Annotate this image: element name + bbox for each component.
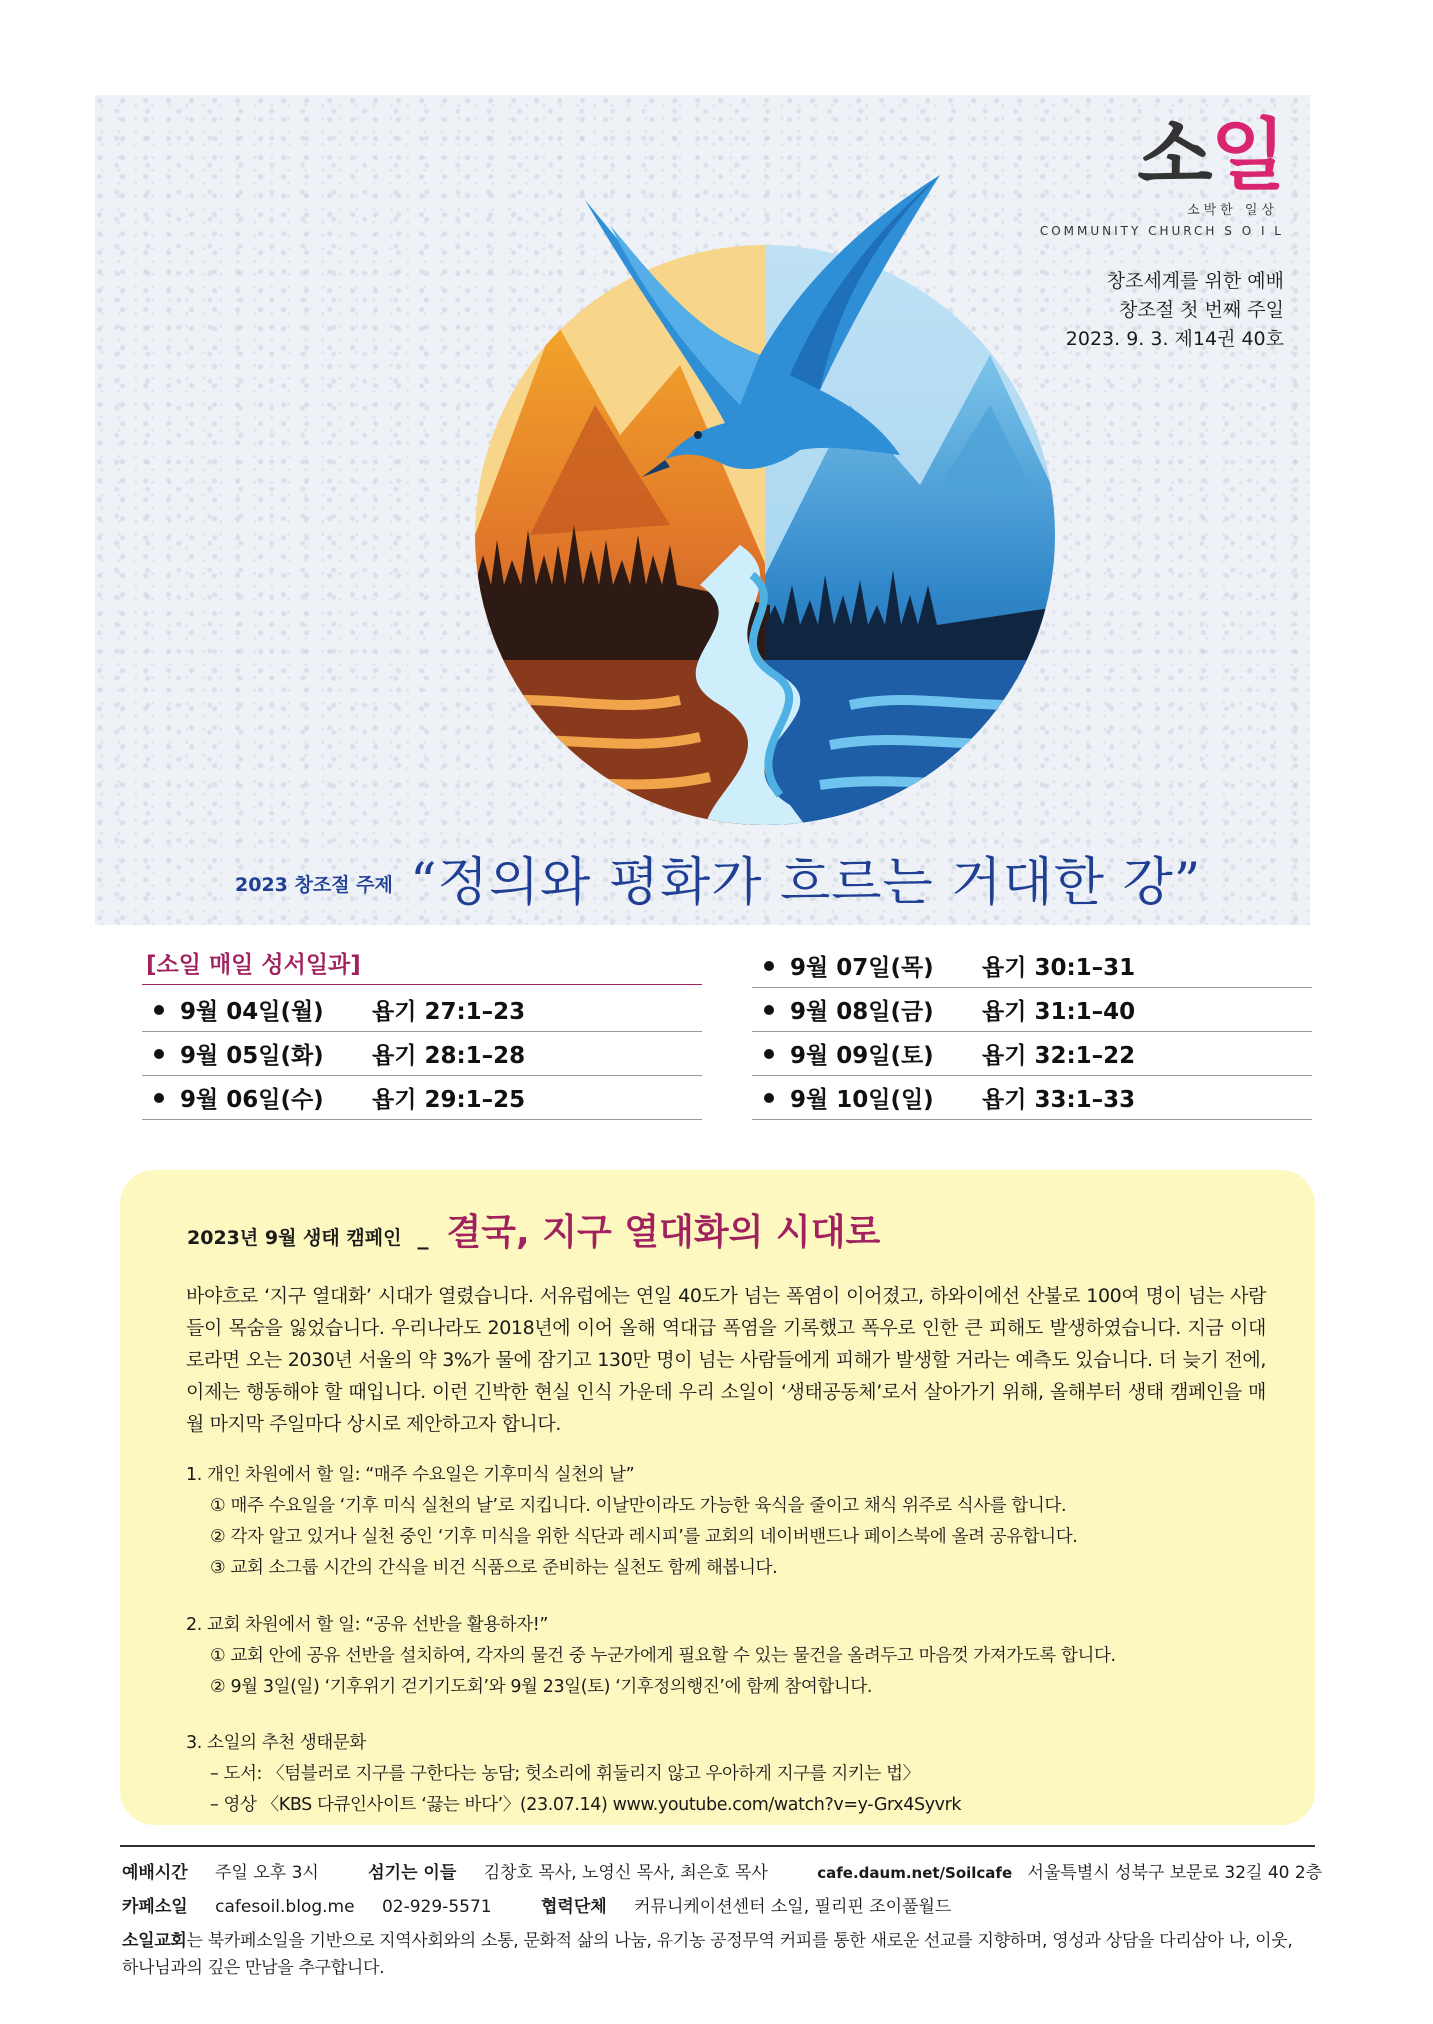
readings-title: [소일 매일 성서일과] bbox=[146, 952, 361, 978]
section-heading: 1. 개인 차원에서 할 일: “매주 수요일은 기후미식 실천의 날” bbox=[186, 1465, 635, 1485]
reading-date: 9월 09일(토) bbox=[790, 1043, 934, 1069]
campaign-subtitle: 2023년 9월 생태 캠페인 bbox=[187, 1227, 402, 1249]
header-banner bbox=[95, 95, 1310, 925]
issue-line: 창조절 첫 번째 주일 bbox=[1119, 299, 1284, 321]
ministers: 김창호 목사, 노영신 목사, 최은호 목사 bbox=[483, 1863, 768, 1883]
eco-campaign-box bbox=[120, 1170, 1315, 1825]
reading-row bbox=[752, 1076, 1312, 1120]
logo-subtitle: 소박한 일상 bbox=[1187, 203, 1278, 218]
reading-row bbox=[142, 1032, 702, 1076]
bullet-icon bbox=[764, 1093, 774, 1103]
campaign-header bbox=[187, 1204, 880, 1255]
address: 서울특별시 성북구 보문로 32길 40 2층 bbox=[1027, 1863, 1323, 1883]
worship-label: 예배시간 bbox=[122, 1863, 188, 1883]
reading-date: 9월 08일(금) bbox=[790, 999, 934, 1025]
campaign-intro: 바야흐로 ‘지구 열대화’ 시대가 열렸습니다. 서유럽에는 연일 40도가 넘는 폭염이 이어졌고, 하와이에선 산불로 100여 명이 넘는 사람들이 목숨을 잃었습니다. 우리나라도 2018년에 이어 올해 역대급 폭염을 기록했고 폭우로 인한 큰 피해도 발생하였습니다. 지금 이대로라면 오는 2030년 서울의 약 3%가 물에 잠기고 130만 명이 넘는 사람들에게 피해가 발생할 거라는 예측도 있습니다. 더 늦기 전에, 이제는 행동해야 할 때입니다. 이런 긴박한 현실 인식 가운데 우리 소일이 ‘생태공동체’로서 살아가기 위해, 올해부터 생태 캠페인을 매월 마지막 주일마다 상시로 제안하고자 합니다. bbox=[186, 1285, 1266, 1435]
reading-date: 9월 06일(수) bbox=[180, 1087, 324, 1113]
issue-info bbox=[1066, 267, 1284, 354]
campaign-section-personal bbox=[186, 1460, 1276, 1584]
logo-english: COMMUNITY CHURCH S O I L bbox=[1039, 224, 1284, 238]
reading-row bbox=[142, 988, 702, 1032]
reading-text: 욥기 33:1–33 bbox=[982, 1087, 1136, 1113]
theme-title: “정의와 평화가 흐르는 거대한 강” bbox=[410, 853, 1202, 913]
circle-landscape bbox=[470, 245, 1070, 825]
bullet-icon bbox=[154, 1093, 164, 1103]
issue-line: 2023. 9. 3. 제14권 40호 bbox=[1065, 328, 1284, 350]
footer-row-2 bbox=[122, 1892, 951, 1917]
section-item: – 영상 〈KBS 다큐인사이트 ‘끓는 바다’〉(23.07.14) www.youtube.com/watch?v=y-Grx4Syvrk bbox=[210, 1795, 962, 1815]
campaign-dash: _ bbox=[417, 1225, 429, 1250]
reading-row bbox=[752, 1032, 1312, 1076]
cafe-url: cafe.daum.net/Soilcafe bbox=[817, 1864, 1013, 1882]
reading-row bbox=[142, 1076, 702, 1120]
reading-text: 욥기 27:1–23 bbox=[372, 999, 526, 1025]
section-item: ① 교회 안에 공유 선반을 설치하여, 각자의 물건 중 누군가에게 필요할 수 있는 물건을 올려두고 마음껏 가져가도록 합니다. bbox=[210, 1646, 1116, 1666]
dove-river-illustration bbox=[380, 105, 1150, 825]
bullet-icon bbox=[764, 1049, 774, 1059]
readings-divider bbox=[142, 984, 702, 985]
cafe-label: 카페소일 bbox=[122, 1897, 188, 1917]
reading-date: 9월 05일(화) bbox=[180, 1043, 324, 1069]
partners: 커뮤니케이션센터 소일, 필리핀 조이풀월드 bbox=[634, 1897, 952, 1917]
ministers-label: 섬기는 이들 bbox=[368, 1863, 457, 1883]
about-name: 소일교회 bbox=[122, 1931, 187, 1951]
section-item: – 도서: 〈텀블러로 지구를 구한다는 농담; 헛소리에 휘둘리지 않고 우아하게 지구를 지키는 법〉 bbox=[210, 1764, 920, 1784]
church-about bbox=[122, 1928, 1312, 1982]
bullet-icon bbox=[154, 1005, 164, 1015]
reading-text: 욥기 29:1–25 bbox=[372, 1087, 526, 1113]
reading-date: 9월 10일(일) bbox=[790, 1087, 934, 1113]
campaign-title: 결국, 지구 열대화의 시대로 bbox=[446, 1212, 881, 1253]
reading-date: 9월 07일(목) bbox=[790, 955, 934, 981]
section-item: ② 각자 알고 있거나 실천 중인 ‘기후 미식을 위한 식단과 레시피’를 교회의 네이버밴드나 페이스북에 올려 공유합니다. bbox=[210, 1527, 1078, 1547]
campaign-section-culture bbox=[186, 1728, 1276, 1821]
section-item: ① 매주 수요일을 ‘기후 미식 실천의 날’로 지킵니다. 이날만이라도 가능한 육식을 줄이고 채식 위주로 식사를 합니다. bbox=[210, 1496, 1067, 1516]
section-item: ② 9월 3일(일) ‘기후위기 걷기기도회’와 9월 23일(토) ‘기후정의행진’에 함께 참여합니다. bbox=[210, 1677, 873, 1697]
about-text: 는 북카페소일을 기반으로 지역사회와의 소통, 문화적 삶의 나눔, 유기농 공정무역 커피를 통한 새로운 선교를 지향하며, 영성과 상담을 다리삼아 나, 이웃, 하나님과의 깊은 만남을 추구합니다. bbox=[122, 1931, 1293, 1978]
worship-time: 주일 오후 3시 bbox=[215, 1863, 319, 1883]
reading-row bbox=[752, 944, 1312, 988]
logo-wordmark: 소일 bbox=[1137, 111, 1284, 201]
season-theme bbox=[235, 835, 1295, 915]
theme-label: 2023 창조절 주제 bbox=[235, 874, 393, 896]
campaign-section-church bbox=[186, 1610, 1276, 1703]
section-item: ③ 교회 소그룹 시간의 간식을 비건 식품으로 준비하는 실천도 함께 해봅니다. bbox=[210, 1558, 778, 1578]
bullet-icon bbox=[764, 961, 774, 971]
bullet-icon bbox=[154, 1049, 164, 1059]
bullet-icon bbox=[764, 1005, 774, 1015]
partners-label: 협력단체 bbox=[541, 1897, 607, 1917]
issue-line: 창조세계를 위한 예배 bbox=[1106, 270, 1284, 292]
reading-text: 욥기 28:1–28 bbox=[372, 1043, 526, 1069]
soil-logo bbox=[1039, 111, 1284, 238]
cafe-blog: cafesoil.blog.me bbox=[215, 1897, 355, 1917]
footer-divider bbox=[120, 1845, 1315, 1847]
reading-text: 욥기 30:1–31 bbox=[982, 955, 1136, 981]
reading-date: 9월 04일(월) bbox=[180, 999, 324, 1025]
reading-text: 욥기 31:1–40 bbox=[982, 999, 1136, 1025]
footer-row-1 bbox=[122, 1858, 1322, 1883]
phone: 02-929-5571 bbox=[381, 1897, 492, 1917]
section-heading: 2. 교회 차원에서 할 일: “공유 선반을 활용하자!” bbox=[186, 1615, 549, 1635]
reading-row bbox=[752, 988, 1312, 1032]
reading-text: 욥기 32:1–22 bbox=[982, 1043, 1136, 1069]
section-heading: 3. 소일의 추천 생태문화 bbox=[186, 1733, 366, 1753]
